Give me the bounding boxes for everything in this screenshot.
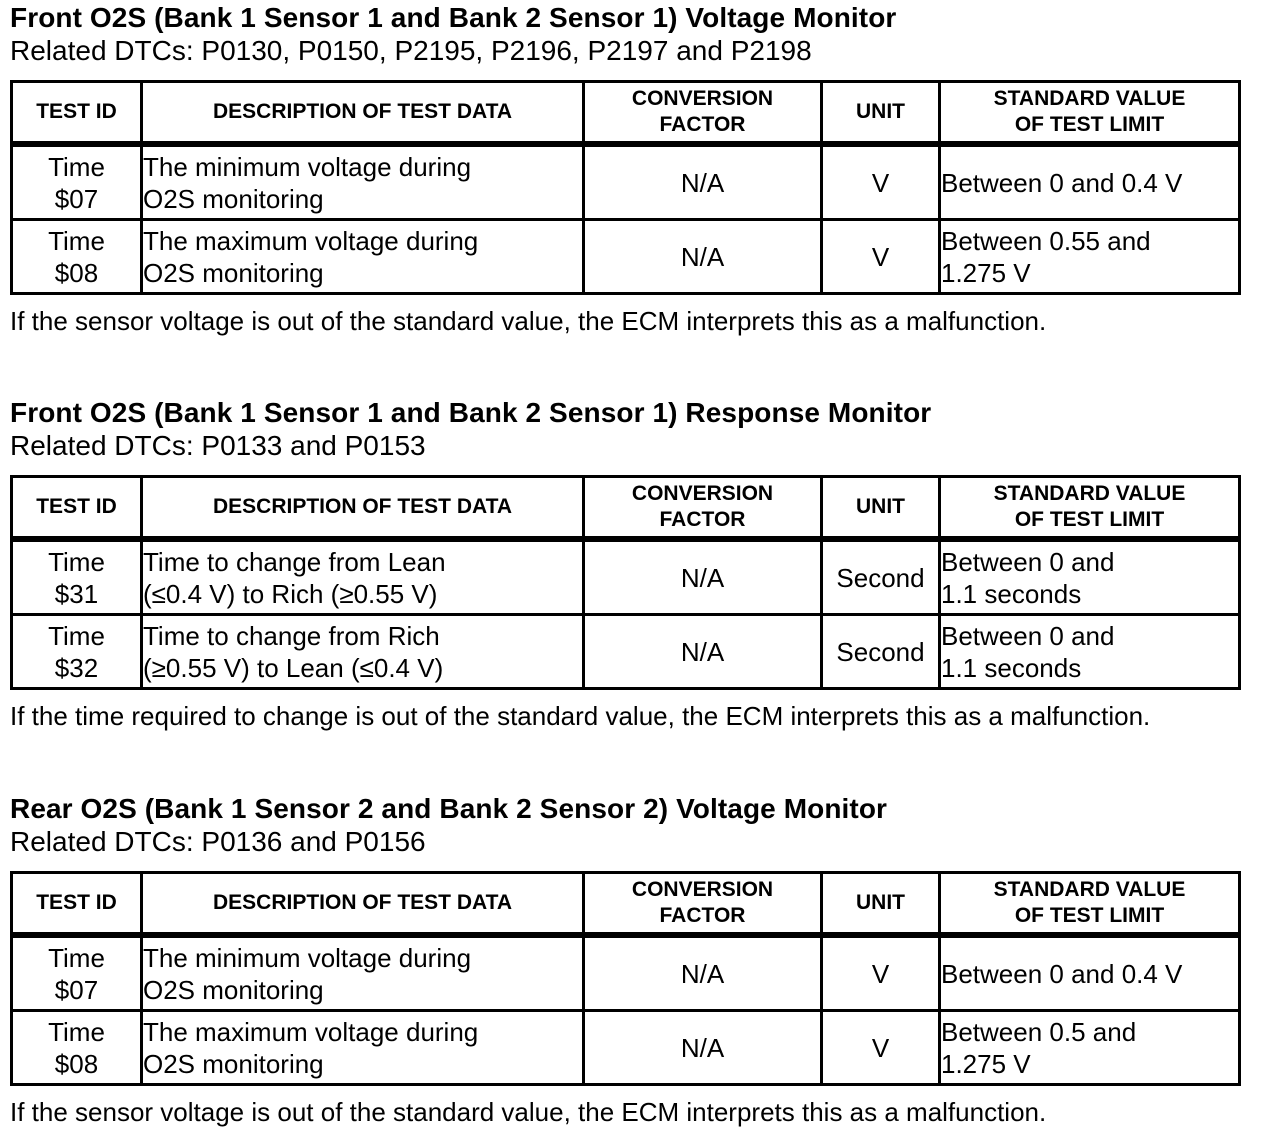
table-row — [12, 935, 1240, 1011]
header-test-id: TEST ID — [12, 82, 142, 145]
cell-description: Time to change from Rich (≥0.55 V) to Lean (≤0.4 V) — [142, 615, 584, 689]
header-unit: UNIT — [822, 873, 940, 936]
related-dtcs: Related DTCs: P0133 and P0153 — [10, 430, 426, 461]
section-title: Front O2S (Bank 1 Sensor 1 and Bank 2 Sensor 1) Response Monitor — [10, 397, 932, 428]
related-dtcs: Related DTCs: P0130, P0150, P2195, P2196, P2197 and P2198 — [10, 35, 812, 66]
table-row — [12, 220, 1240, 294]
cell-test-id: Time $07 — [12, 935, 142, 1011]
cell-test-id: Time $31 — [12, 539, 142, 615]
section-front-o2s-voltage-monitor — [10, 2, 1240, 336]
table-row — [12, 539, 1240, 615]
cell-test-id: Time $07 — [12, 144, 142, 220]
header-unit: UNIT — [822, 82, 940, 145]
cell-conversion-factor: N/A — [584, 539, 822, 615]
section-title: Rear O2S (Bank 1 Sensor 2 and Bank 2 Sensor 2) Voltage Monitor — [10, 793, 888, 824]
cell-description: The minimum voltage during O2S monitoring — [142, 935, 584, 1011]
cell-standard-value: Between 0.55 and 1.275 V — [940, 220, 1240, 294]
cell-description: Time to change from Lean (≤0.4 V) to Rich (≥0.55 V) — [142, 539, 584, 615]
header-description: DESCRIPTION OF TEST DATA — [142, 477, 584, 540]
header-test-id: TEST ID — [12, 873, 142, 936]
cell-unit: V — [822, 1011, 940, 1085]
cell-test-id: Time $08 — [12, 220, 142, 294]
header-standard-value: STANDARD VALUE OF TEST LIMIT — [940, 477, 1240, 540]
section-front-o2s-response-monitor — [10, 397, 1240, 731]
cell-standard-value: Between 0.5 and 1.275 V — [940, 1011, 1240, 1085]
cell-standard-value: Between 0 and 0.4 V — [940, 935, 1240, 1011]
header-conversion-factor: CONVERSION FACTOR — [584, 82, 822, 145]
table-header-row — [12, 82, 1240, 145]
section-rear-o2s-voltage-monitor — [10, 793, 1240, 1127]
cell-conversion-factor: N/A — [584, 935, 822, 1011]
cell-conversion-factor: N/A — [584, 220, 822, 294]
cell-unit: V — [822, 935, 940, 1011]
header-unit: UNIT — [822, 477, 940, 540]
cell-unit: V — [822, 220, 940, 294]
cell-unit: Second — [822, 615, 940, 689]
section-title: Front O2S (Bank 1 Sensor 1 and Bank 2 Sensor 1) Voltage Monitor — [10, 2, 897, 33]
cell-conversion-factor: N/A — [584, 615, 822, 689]
table-header-row — [12, 477, 1240, 540]
cell-test-id: Time $08 — [12, 1011, 142, 1085]
cell-test-id: Time $32 — [12, 615, 142, 689]
cell-conversion-factor: N/A — [584, 1011, 822, 1085]
cell-standard-value: Between 0 and 1.1 seconds — [940, 615, 1240, 689]
cell-standard-value: Between 0 and 0.4 V — [940, 144, 1240, 220]
test-data-table — [10, 475, 1241, 690]
cell-unit: V — [822, 144, 940, 220]
cell-unit: Second — [822, 539, 940, 615]
header-conversion-factor: CONVERSION FACTOR — [584, 873, 822, 936]
header-conversion-factor: CONVERSION FACTOR — [584, 477, 822, 540]
section-note: If the sensor voltage is out of the standard value, the ECM interprets this as a malfunction. — [10, 1097, 1047, 1127]
table-row — [12, 1011, 1240, 1085]
header-test-id: TEST ID — [12, 477, 142, 540]
table-row — [12, 144, 1240, 220]
header-standard-value: STANDARD VALUE OF TEST LIMIT — [940, 873, 1240, 936]
related-dtcs: Related DTCs: P0136 and P0156 — [10, 826, 426, 857]
cell-description: The maximum voltage during O2S monitoring — [142, 1011, 584, 1085]
header-standard-value: STANDARD VALUE OF TEST LIMIT — [940, 82, 1240, 145]
test-data-table — [10, 80, 1241, 295]
test-data-table — [10, 871, 1241, 1086]
table-row — [12, 615, 1240, 689]
header-description: DESCRIPTION OF TEST DATA — [142, 82, 584, 145]
section-note: If the sensor voltage is out of the standard value, the ECM interprets this as a malfunction. — [10, 306, 1047, 336]
cell-description: The minimum voltage during O2S monitoring — [142, 144, 584, 220]
cell-standard-value: Between 0 and 1.1 seconds — [940, 539, 1240, 615]
table-header-row — [12, 873, 1240, 936]
section-note: If the time required to change is out of the standard value, the ECM interprets this as a malfunction. — [10, 701, 1151, 731]
cell-conversion-factor: N/A — [584, 144, 822, 220]
cell-description: The maximum voltage during O2S monitoring — [142, 220, 584, 294]
header-description: DESCRIPTION OF TEST DATA — [142, 873, 584, 936]
